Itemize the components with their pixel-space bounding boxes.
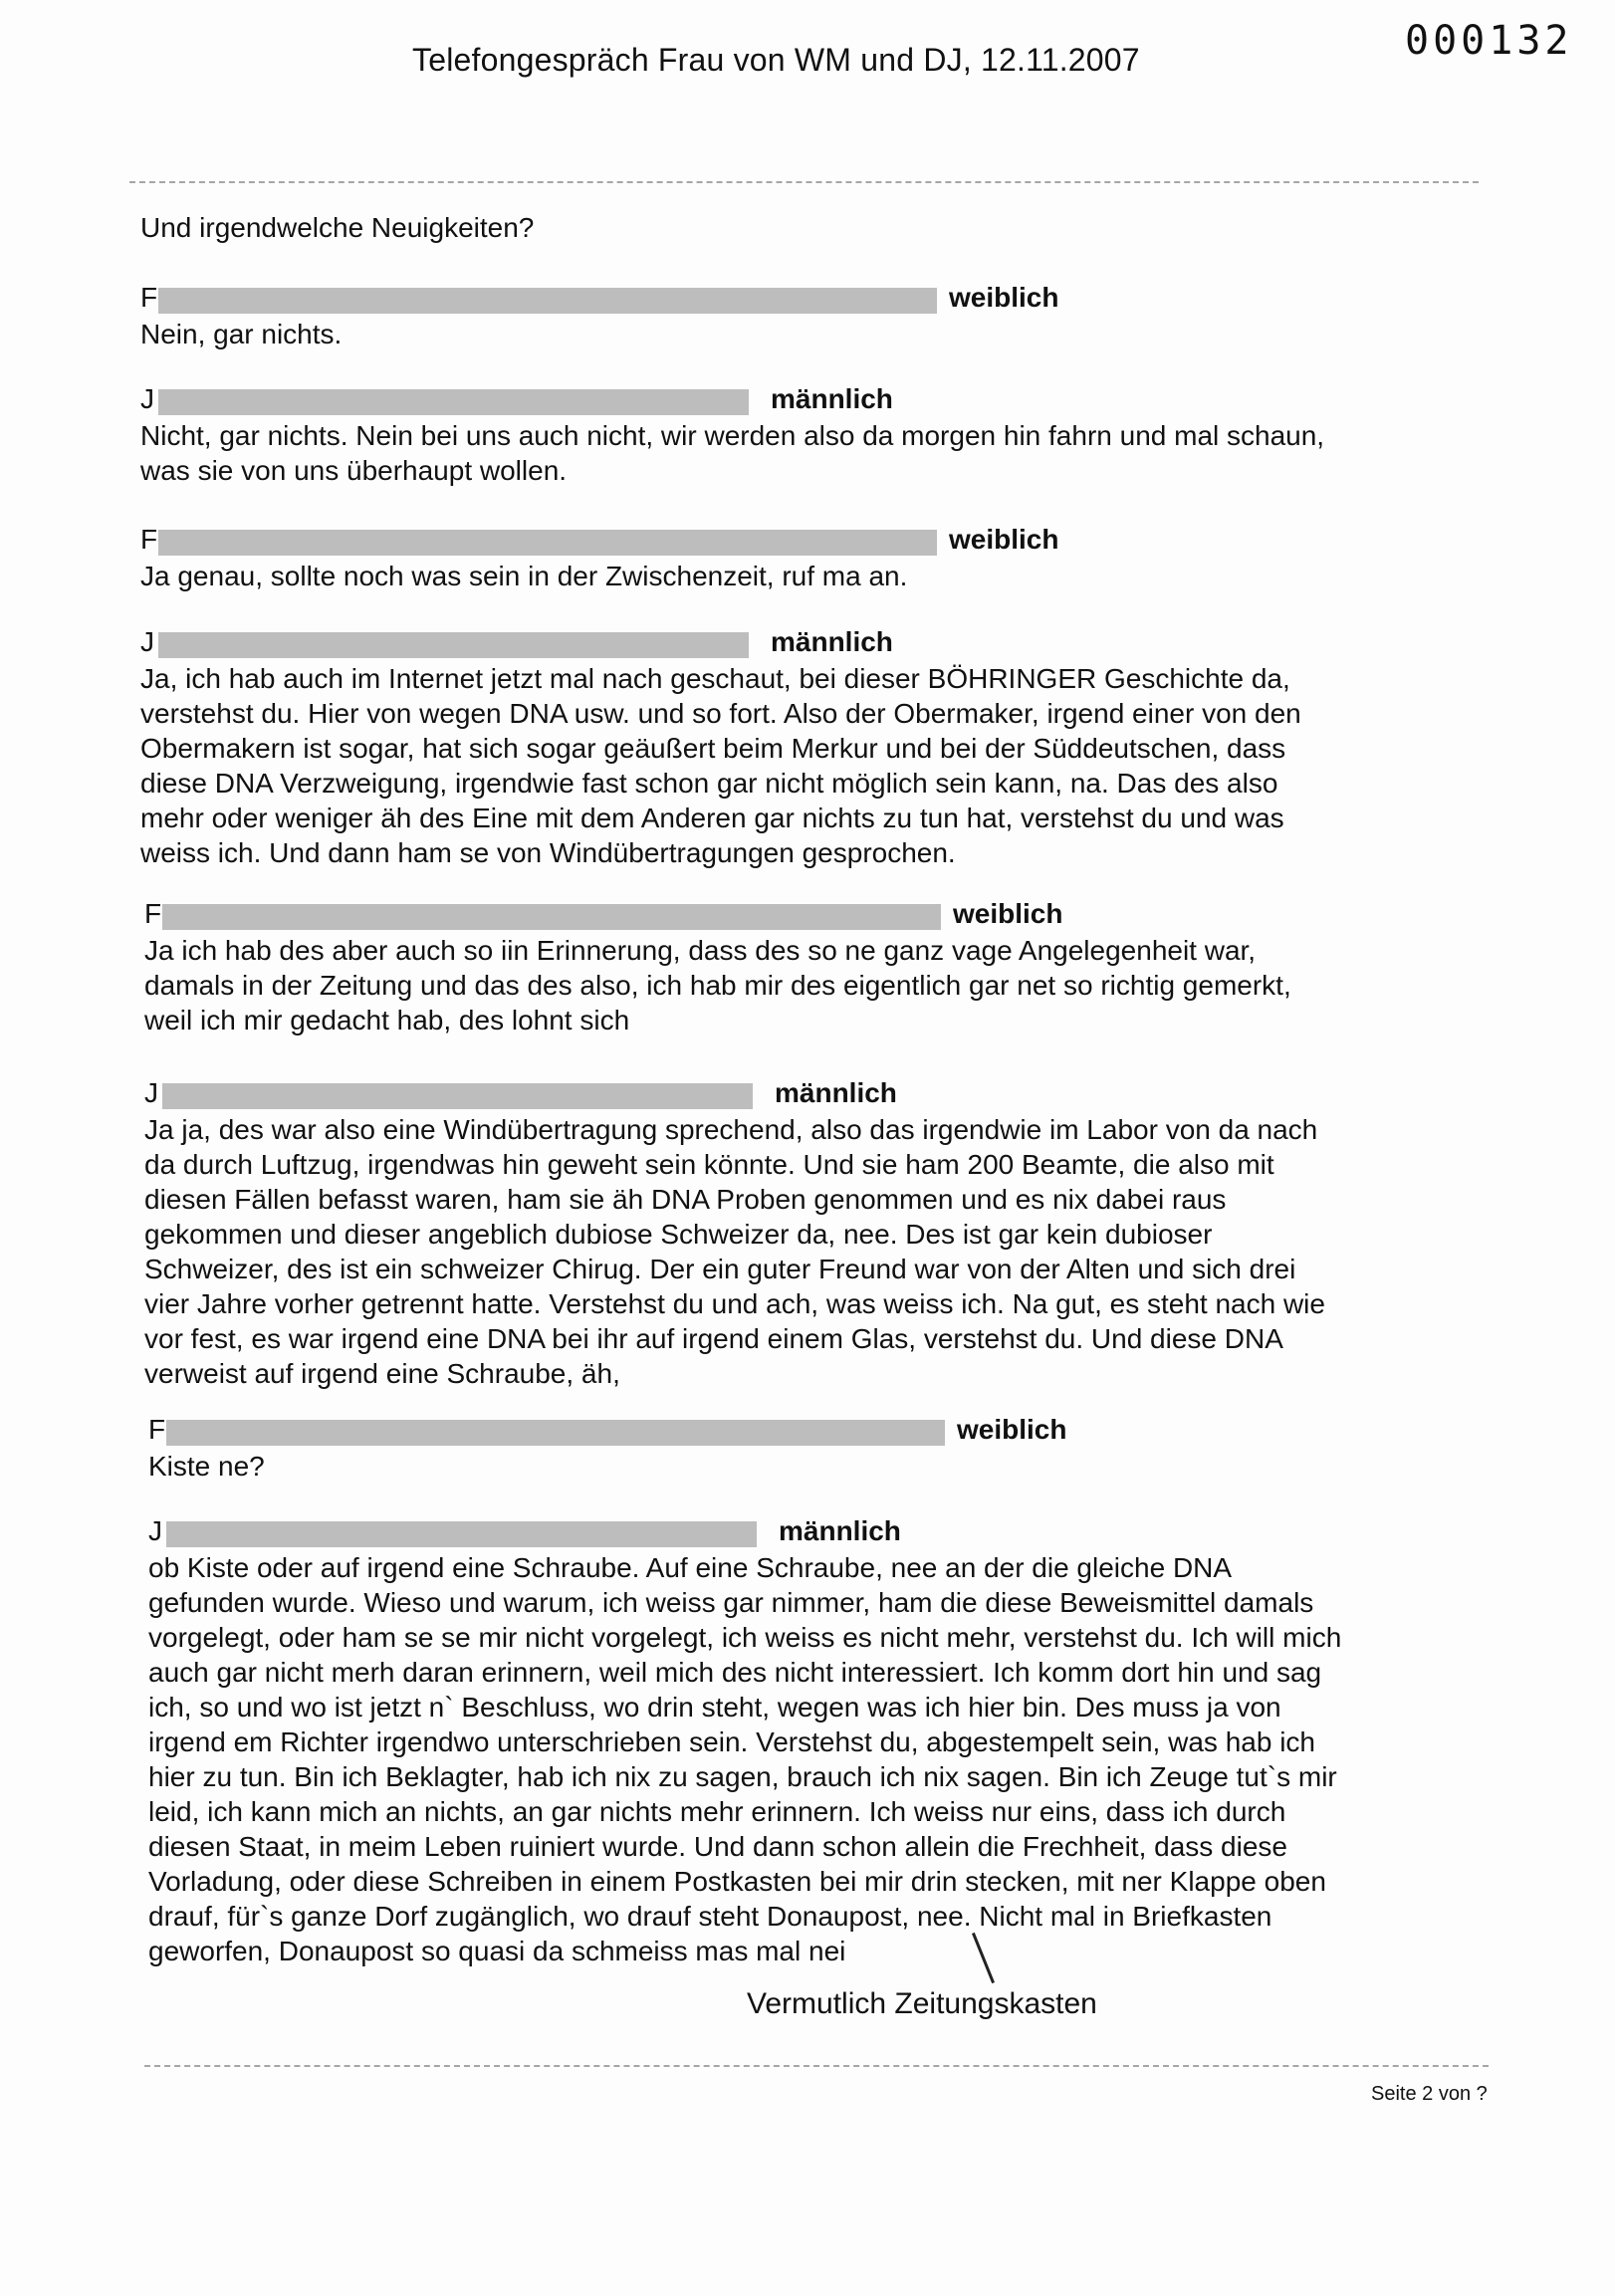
speaker-gender: weiblich (949, 524, 1059, 555)
utterance-line: geworfen, Donaupost so quasi da schmeiss mas mal nei (148, 1936, 846, 1966)
redaction-bar (166, 1521, 757, 1547)
utterance-line: verweist auf irgend eine Schraube, äh, (144, 1358, 620, 1389)
speaker-gender: männlich (775, 1077, 897, 1108)
utterance-line: verstehst du. Hier von wegen DNA usw. und so fort. Also der Obermaker, irgend einer von den (140, 698, 1301, 729)
utterance-line: Nicht, gar nichts. Nein bei uns auch nicht, wir werden also da morgen hin fahrn und mal schaun, (140, 420, 1325, 451)
utterance-line: weil ich mir gedacht hab, des lohnt sich (144, 1005, 630, 1035)
speaker-gender: weiblich (957, 1414, 1067, 1445)
utterance-line: mehr oder weniger äh des Eine mit dem Anderen gar nichts zu tun hat, verstehst du und was (140, 803, 1284, 833)
utterance-line: drauf, für`s ganze Dorf zugänglich, wo drauf steht Donaupost, nee. Nicht mal in Briefkasten (148, 1901, 1272, 1932)
handwritten-annotation: Vermutlich Zeitungskasten (747, 1987, 1097, 2020)
utterance-line: Ja ich hab des aber auch so iin Erinnerung, dass des so ne ganz vage Angelegenheit war, (144, 935, 1257, 966)
speaker-initial: F (148, 1414, 166, 1445)
utterance-line: gekommen und dieser angeblich dubiose Schweizer da, nee. Des ist gar kein dubioser (144, 1219, 1213, 1250)
utterance-line: Schweizer, des ist ein schweizer Chirug. Der ein guter Freund war von der Alten und sich drei (144, 1254, 1296, 1284)
page-number: Seite 2 von ? (1371, 2083, 1488, 2105)
speaker-gender: männlich (771, 383, 893, 414)
utterance (140, 317, 1495, 351)
utterance (144, 933, 1499, 1037)
utterance (140, 661, 1495, 870)
utterance (140, 418, 1495, 488)
utterance-line: diesen Staat, in meim Leben ruiniert wurde. Und dann schon allein die Frechheit, dass diese (148, 1831, 1287, 1862)
redaction-bar (162, 904, 941, 930)
utterance-line: vier Jahre vorher getrennt hatte. Verstehst du und ach, was weiss ich. Na gut, es steht nach wie (144, 1288, 1325, 1319)
utterance-line: damals in der Zeitung und das des also, ich hab mir des eigentlich gar net so richtig gemerkt, (144, 970, 1291, 1001)
speaker-initial: J (144, 1077, 158, 1108)
speaker-initial: J (140, 626, 154, 657)
utterance-line: vorgelegt, oder ham se se mir nicht vorgelegt, ich weiss es nicht mehr, verstehst du. Ich will mich (148, 1622, 1342, 1653)
document-number: 000132 (1405, 18, 1573, 64)
speaker-gender: männlich (771, 626, 893, 657)
utterance-line: gefunden wurde. Wieso und warum, ich weiss gar nimmer, ham die diese Beweismittel damals (148, 1587, 1314, 1618)
utterance-line: Ja genau, sollte noch was sein in der Zwischenzeit, ruf ma an. (140, 561, 908, 591)
footer-divider (144, 2065, 1489, 2067)
redaction-bar (162, 1083, 753, 1109)
utterance-line: diesen Fällen befasst waren, ham sie äh DNA Proben genommen und es nix dabei raus (144, 1184, 1227, 1215)
utterance-line: hier zu tun. Bin ich Beklagter, hab ich nix zu sagen, brauch ich nix sagen. Bin ich Zeuge tut`s mir (148, 1761, 1337, 1792)
speaker-gender: männlich (779, 1515, 901, 1546)
speaker-initial: F (144, 898, 162, 929)
utterance-line: auch gar nicht merh daran erinnern, weil mich des nicht interessiert. Ich komm dort hin und sag (148, 1657, 1322, 1688)
utterance (148, 1550, 1502, 1968)
redaction-bar (158, 389, 749, 415)
redaction-bar (158, 632, 749, 658)
utterance-line: ob Kiste oder auf irgend eine Schraube. Auf eine Schraube, nee an der die gleiche DNA (148, 1552, 1233, 1583)
header-divider (129, 181, 1479, 183)
utterance-line: Ja ja, des war also eine Windübertragung sprechend, also das irgendwie im Labor von da nach (144, 1114, 1318, 1145)
utterance-line: leid, ich kann mich an nichts, an gar nichts mehr erinnern. Ich weiss nur eins, dass ich durch (148, 1796, 1286, 1827)
redaction-bar (158, 288, 937, 314)
utterance-line: Obermakern ist sogar, hat sich sogar geäußert beim Merkur und bei der Süddeutschen, dass (140, 733, 1286, 764)
utterance-line: Ja, ich hab auch im Internet jetzt mal nach geschaut, bei dieser BÖHRINGER Geschichte da, (140, 663, 1290, 694)
utterance (144, 1112, 1499, 1391)
speaker-gender: weiblich (949, 282, 1059, 313)
intro-line: Und irgendwelche Neuigkeiten? (140, 212, 535, 243)
speaker-initial: F (140, 524, 158, 555)
utterance (140, 559, 1495, 593)
utterance-line: diese DNA Verzweigung, irgendwie fast schon gar nicht möglich sein kann, na. Das des also (140, 768, 1278, 799)
speaker-initial: J (148, 1515, 162, 1546)
speaker-initial: J (140, 383, 154, 414)
redaction-bar (158, 530, 937, 556)
utterance-line: Vorladung, oder diese Schreiben in einem Postkasten bei mir drin stecken, mit ner Klappe oben (148, 1866, 1326, 1897)
utterance-line: ich, so und wo ist jetzt n` Beschluss, wo drin steht, wegen was ich hier bin. Des muss ja von (148, 1692, 1281, 1722)
redaction-bar (166, 1420, 945, 1446)
utterance-line: weiss ich. Und dann ham se von Windübertragungen gesprochen. (140, 837, 956, 868)
utterance-line: Nein, gar nichts. (140, 319, 343, 349)
utterance-line: vor fest, es war irgend eine DNA bei ihr auf irgend einem Glas, verstehst du. Und diese DNA (144, 1323, 1283, 1354)
speaker-initial: F (140, 282, 158, 313)
utterance (148, 1449, 1502, 1484)
speaker-gender: weiblich (953, 898, 1063, 929)
utterance-line: irgend em Richter irgendwo unterschrieben sein. Verstehst du, abgestempelt sein, was hab ich (148, 1726, 1315, 1757)
utterance-line: Kiste ne? (148, 1451, 265, 1482)
page-title: Telefongespräch Frau von WM und DJ, 12.11.2007 (412, 42, 1140, 78)
utterance-line: da durch Luftzug, irgendwas hin geweht sein könnte. Und sie ham 200 Beamte, die also mit (144, 1149, 1274, 1180)
utterance-line: was sie von uns überhaupt wollen. (140, 455, 568, 486)
